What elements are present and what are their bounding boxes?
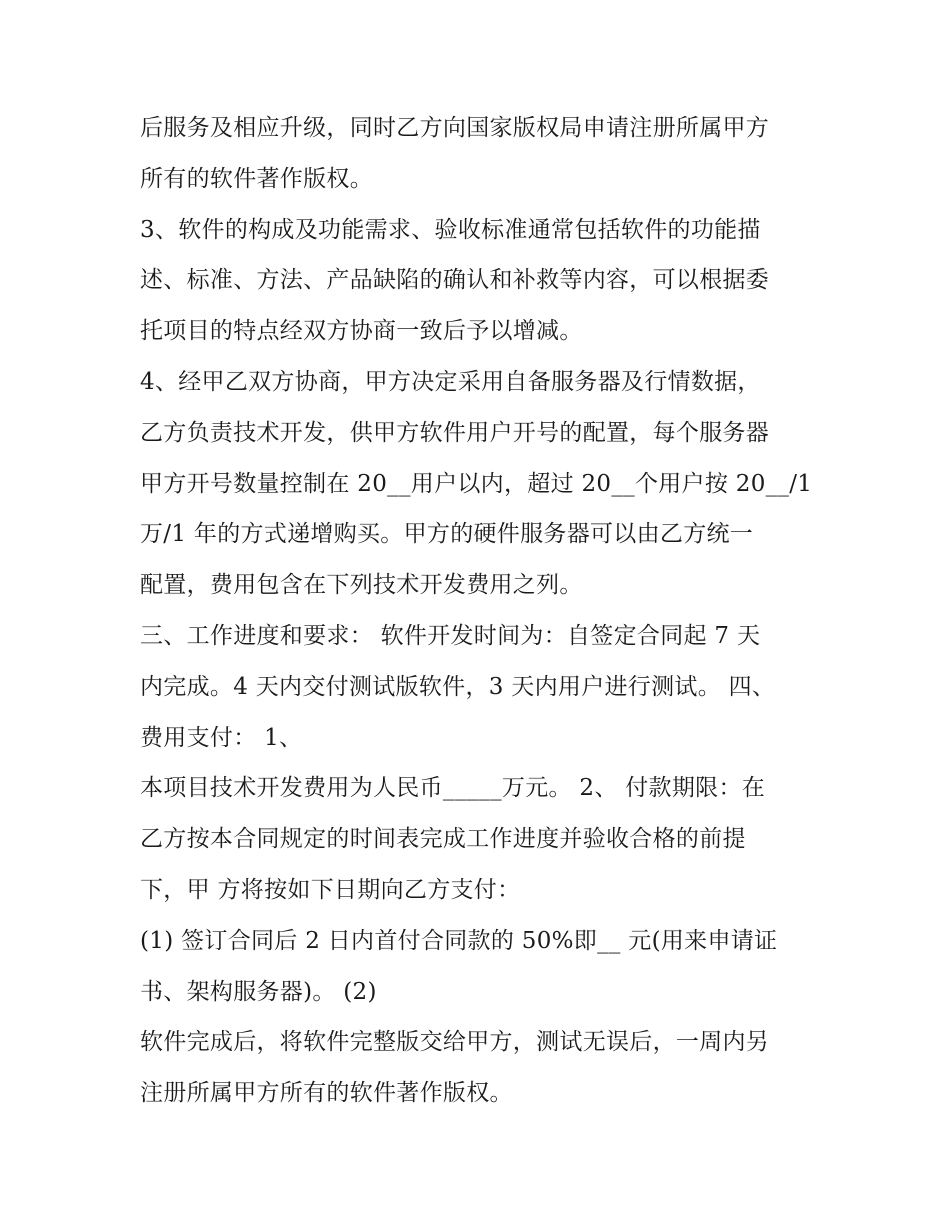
text-line: 后服务及相应升级，同时乙方向国家版权局申请注册所属甲方 bbox=[140, 115, 770, 141]
text-line: 甲方开号数量控制在 20__用户以内，超过 20__个用户按 20__/1 bbox=[140, 470, 813, 497]
text-line: 所有的软件著作版权。 bbox=[140, 165, 373, 192]
text-line: 述、标准、方法、产品缺陷的确认和补救等内容，可以根据委 bbox=[140, 267, 770, 294]
text-line: 乙方按本合同规定的时间表完成工作进度并验收合格的前提 bbox=[140, 826, 746, 853]
text-line: 托项目的特点经双方协商一致后予以增减。 bbox=[140, 318, 583, 345]
text-line: 下，甲 方将按如下日期向乙方支付： bbox=[140, 876, 521, 903]
text-line: 万/1 年的方式递增购买。甲方的硬件服务器可以由乙方统一 bbox=[140, 521, 754, 548]
text-line: 4、经甲乙双方协商，甲方决定采用自备服务器及行情数据， bbox=[140, 368, 761, 395]
text-line: 3、软件的构成及功能需求、验收标准通常包括软件的功能描 bbox=[140, 216, 761, 243]
text-line: 本项目技术开发费用为人民币_____万元。 2、 付款期限：在 bbox=[140, 775, 766, 802]
text-line: 乙方负责技术开发，供甲方软件用户开号的配置，每个服务器 bbox=[140, 419, 770, 446]
text-line: 内完成。4 天内交付测试版软件，3 天内用户进行测试。 四、 bbox=[140, 673, 776, 700]
text-line: 书、架构服务器)。 (2) bbox=[140, 978, 377, 1005]
text-line: 三、工作进度和要求： 软件开发时间为：自签定合同起 7 天 bbox=[140, 622, 761, 649]
document-body bbox=[140, 103, 820, 1119]
text-line: 费用支付： 1、 bbox=[140, 724, 303, 751]
text-line: 注册所属甲方所有的软件著作版权。 bbox=[140, 1080, 513, 1107]
text-line: 软件完成后，将软件完整版交给甲方，测试无误后，一周内另 bbox=[140, 1029, 770, 1056]
text-line: 配置，费用包含在下列技术开发费用之列。 bbox=[140, 572, 583, 599]
text-line: (1) 签订合同后 2 日内首付合同款的 50%即__ 元(用来申请证 bbox=[140, 927, 778, 954]
